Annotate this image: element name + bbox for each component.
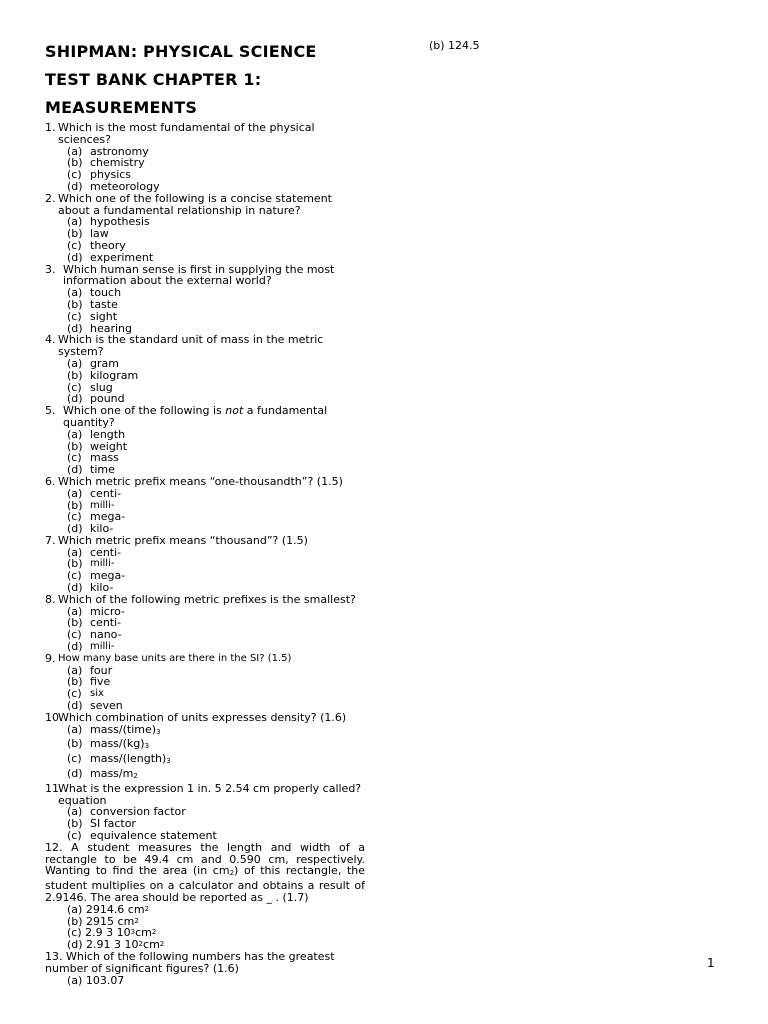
option: (d) hearing (67, 321, 133, 335)
option: (d) kilo- (67, 522, 114, 536)
option: (b) 2915 cm 2 (67, 914, 139, 928)
title-line-3: MEASUREMENTS (45, 98, 198, 117)
option: (d) mass/$m_2$ (67, 767, 138, 781)
question-number: 7. (45, 533, 56, 547)
option: (c) theory (67, 238, 126, 252)
option: (a) conversion factor (67, 805, 186, 819)
question-4 (45, 334, 365, 405)
option: (c) six (67, 687, 104, 701)
option: (b) weight (67, 439, 128, 453)
question-text: Which metric prefix means “thousand”? (1.5) (58, 533, 308, 547)
question-list (45, 122, 365, 986)
option: (a) hypothesis (67, 215, 150, 229)
question-text: Which of the following metric prefixes is the smallest? (58, 592, 356, 606)
question-9 (45, 653, 365, 712)
option: (a) centi- (67, 486, 122, 500)
question-text: Which metric prefix means “one-thousandth”? (1.5) (58, 474, 343, 488)
option: (d) kilo- (67, 581, 114, 595)
question-text: Which one of the following is a concise statement about a fundamental relationship in nature? (58, 191, 332, 217)
question-number: 8. (45, 592, 56, 606)
continued-answer: (b) 124.5 (429, 39, 480, 52)
option: (a) four (67, 663, 113, 677)
page-title (45, 38, 425, 122)
option: (a) 103.07 (67, 973, 125, 987)
option: (a) mass/$(time)_3$ (67, 722, 161, 736)
question-7 (45, 535, 365, 594)
option: (d) 2.91 3 10 2 cm 2 (67, 938, 165, 952)
question-text: Which is the standard unit of mass in the metric system? (58, 333, 324, 359)
option: (d) pound (67, 392, 125, 406)
option: (c) sight (67, 309, 118, 323)
question-2 (45, 193, 365, 264)
question-number: 11. (45, 781, 63, 795)
option: (a) 2914.6 cm 2 (67, 902, 150, 916)
question-text: What is the expression 1 in. 5 2.54 cm properly called? equation (58, 781, 362, 807)
option: (c) mega- (67, 510, 126, 524)
option: (c) 2.9 3 10 3 cm 2 (67, 926, 157, 940)
question-text: Which combination of units expresses density? (1.6) (58, 710, 347, 724)
option: (d) meteorology (67, 179, 160, 193)
question-3 (45, 264, 365, 335)
option: (a) gram (67, 356, 119, 370)
question-number: 10. (45, 710, 63, 724)
question-11 (45, 783, 365, 842)
option: (c) nano- (67, 628, 122, 642)
option: (c) physics (67, 168, 132, 182)
title-line-2: TEST BANK CHAPTER 1: (45, 70, 262, 89)
option: (b) law (67, 227, 109, 241)
option: (d) seven (67, 699, 123, 713)
question-12 (45, 842, 365, 951)
question-text: 13. Which of the following numbers has the greatest number of significant figures? (1.6) (45, 949, 335, 975)
option: (c) mega- (67, 569, 126, 583)
question-text: Which is the most fundamental of the physical sciences? (58, 121, 315, 146)
option: (c) equivalence statement (67, 829, 217, 843)
option: (b) milli- (67, 557, 115, 571)
question-number: 2. (45, 191, 56, 205)
option: (b) kilogram (67, 368, 139, 382)
question-number: 4. (45, 333, 56, 347)
title-line-1: SHIPMAN: PHYSICAL SCIENCE (45, 42, 317, 61)
option: (c) slug (67, 380, 113, 394)
option: (b) centi- (67, 616, 122, 630)
option: (d) time (67, 463, 115, 477)
option: (c) mass/$(length)_3$ (67, 752, 171, 766)
page-number: 1 (707, 956, 715, 970)
option: (a) centi- (67, 545, 122, 559)
question-13 (45, 951, 365, 986)
question-10 (45, 712, 365, 783)
question-number: 1. (45, 121, 56, 134)
question-number: 6. (45, 474, 56, 488)
question-text: Which human sense is first in supplying the most information about the external world? (63, 262, 335, 288)
question-number: 5. (45, 404, 56, 418)
question-text: Which one of the following is not a fundamental quantity? (63, 404, 328, 429)
option: (d) experiment (67, 250, 154, 264)
question-5 (45, 405, 365, 476)
question-number: 12. (45, 840, 63, 854)
option: (c) mass (67, 451, 119, 465)
question-number: 13. (45, 949, 63, 963)
option: (b) milli- (67, 498, 115, 512)
question-text: How many base units are there in the SI? (1.5) (58, 652, 292, 664)
option: (b) mass/$(kg)_3$ (67, 737, 150, 751)
option: (a) length (67, 427, 126, 441)
question-number: 3. (45, 262, 56, 276)
option: (a) micro- (67, 604, 126, 618)
option: (b) SI factor (67, 817, 136, 831)
option: (b) chemistry (67, 156, 145, 170)
question-text: 12. A student measures the length and width of a rectangle to be 49.4 cm and 0.590 cm, respectively. Wanting to find the area (in $cm_2$) of this rectangle, the student multiplies on a calculator and obtains a result of 2.9146. The area should be reported as _ . (1.7) (45, 840, 366, 904)
option: (d) milli- (67, 640, 115, 654)
option: (a) astronomy (67, 144, 149, 158)
question-8 (45, 594, 365, 653)
question-number: 9. (45, 651, 56, 665)
option: (b) taste (67, 297, 118, 311)
option: (b) five (67, 675, 111, 689)
question-6 (45, 476, 365, 535)
option: (a) touch (67, 286, 122, 300)
question-1 (45, 122, 365, 193)
